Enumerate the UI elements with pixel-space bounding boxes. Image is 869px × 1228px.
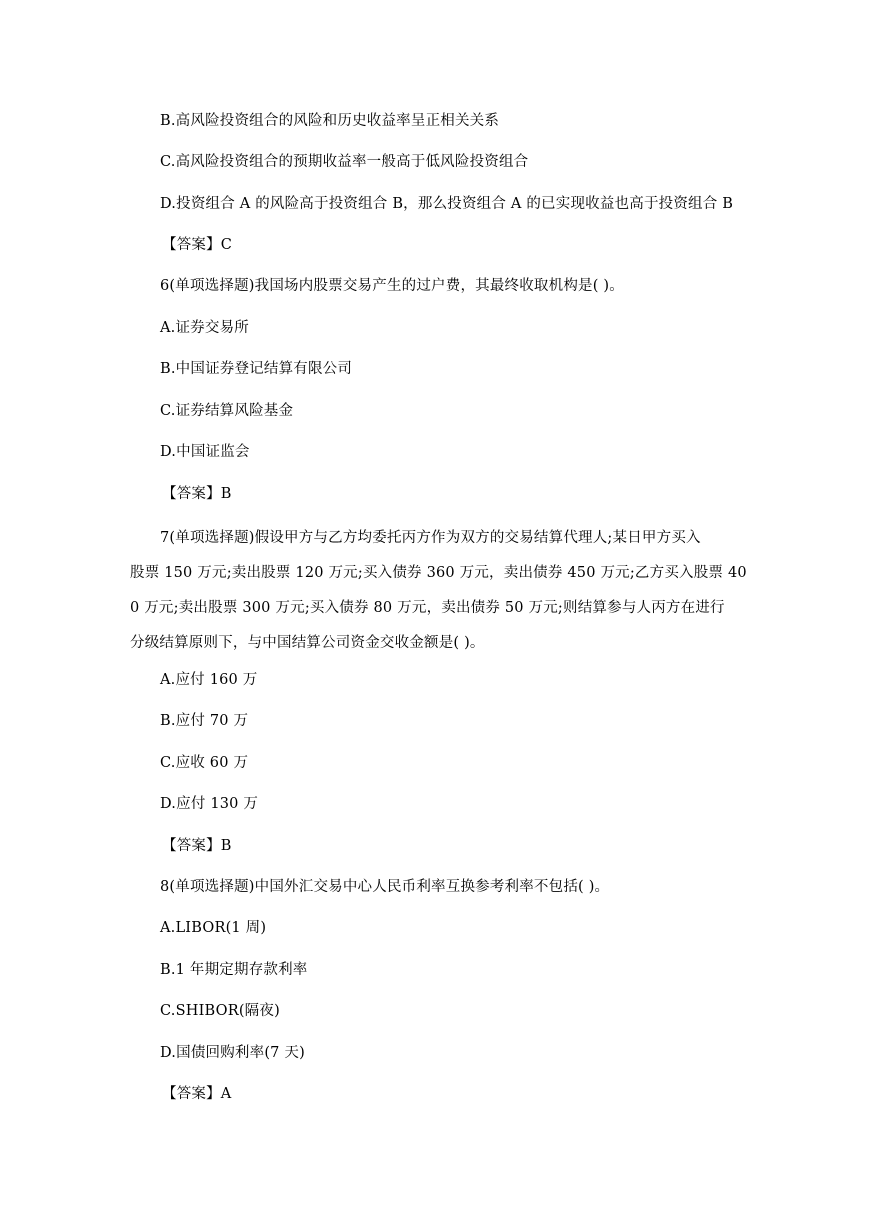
q8-question: 8(单项选择题)中国外汇交易中心人民币利率互换参考利率不包括( )。 [160, 879, 610, 895]
q7-question-line-2: 股票 150 万元;卖出股票 120 万元;买入债券 360 万元，卖出债券 450 万元;乙方买入股票 40 [130, 565, 747, 581]
q6-option-a: A.证券交易所 [160, 320, 249, 336]
q5-option-c: C.高风险投资组合的预期收益率一般高于低风险投资组合 [160, 154, 529, 170]
q6-option-b: B.中国证券登记结算有限公司 [160, 361, 353, 377]
q7-option-b: B.应付 70 万 [160, 713, 249, 729]
q6-question: 6(单项选择题)我国场内股票交易产生的过户费，其最终收取机构是( )。 [160, 278, 624, 294]
q6-answer: 【答案】B [162, 486, 232, 502]
q7-question-line-4: 分级结算原则下，与中国结算公司资金交收金额是( )。 [130, 635, 485, 651]
q5-option-b: B.高风险投资组合的风险和历史收益率呈正相关关系 [160, 113, 500, 129]
q7-question-line-1: 7(单项选择题)假设甲方与乙方均委托丙方作为双方的交易结算代理人;某日甲方买入 [160, 530, 701, 546]
q6-option-d: D.中国证监会 [160, 444, 250, 460]
q8-option-b: B.1 年期定期存款利率 [160, 962, 308, 978]
q8-option-a: A.LIBOR(1 周) [160, 920, 267, 936]
q7-question [130, 521, 747, 661]
q5-option-d: D.投资组合 A 的风险高于投资组合 B，那么投资组合 A 的已实现收益也高于投资组合 B [160, 196, 734, 212]
q7-question-line-3: 0 万元;卖出股票 300 万元;买入债券 80 万元，卖出债券 50 万元;则结算参与人丙方在进行 [130, 600, 725, 616]
q8-option-d: D.国债回购利率(7 天) [160, 1045, 305, 1061]
q5-answer: 【答案】C [162, 237, 233, 253]
q7-option-c: C.应收 60 万 [160, 755, 249, 771]
q8-option-c: C.SHIBOR(隔夜) [160, 1003, 280, 1019]
q7-option-a: A.应付 160 万 [160, 672, 258, 688]
q8-answer: 【答案】A [162, 1086, 232, 1102]
q6-option-c: C.证券结算风险基金 [160, 403, 294, 419]
q7-option-d: D.应付 130 万 [160, 796, 259, 812]
q7-answer: 【答案】B [162, 838, 232, 854]
